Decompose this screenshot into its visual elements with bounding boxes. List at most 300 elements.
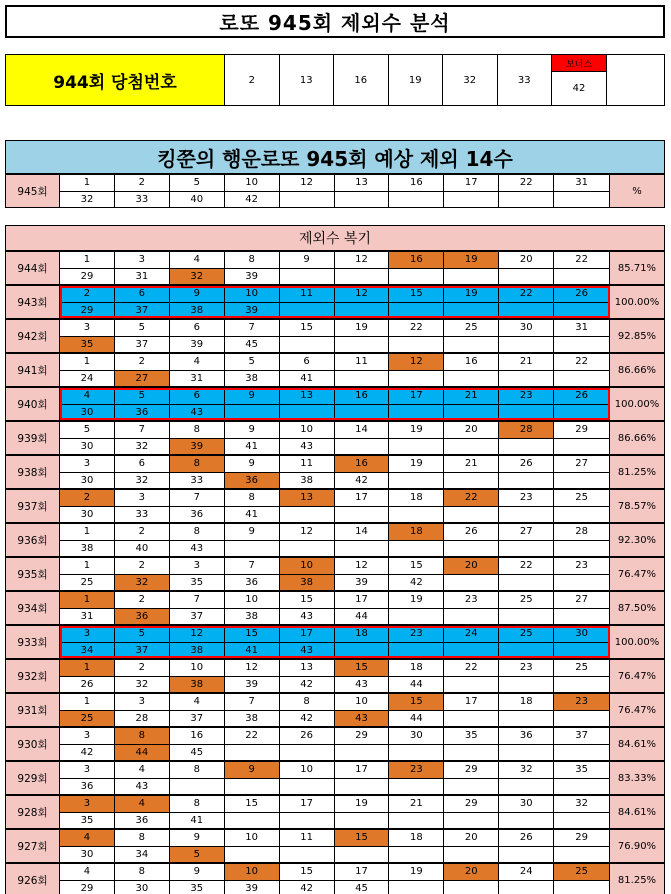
winning-number: 32 [443, 55, 498, 105]
number-cell [335, 192, 390, 208]
round-label: 932회 [6, 660, 60, 692]
number-cell: 43 [280, 439, 335, 455]
number-cell: 16 [389, 175, 444, 191]
number-cell [335, 269, 390, 285]
number-cell: 24 [499, 864, 554, 880]
number-cell [554, 507, 609, 523]
grid-row [60, 302, 609, 319]
number-cell: 2 [115, 354, 170, 370]
number-cell: 4 [60, 830, 115, 846]
number-cell [280, 337, 335, 353]
review-row [5, 591, 665, 625]
number-cell: 44 [389, 711, 444, 727]
number-cell: 35 [170, 881, 225, 894]
number-cell [499, 609, 554, 625]
number-cell: 26 [575, 390, 588, 402]
prediction-round: 945회 [6, 175, 60, 207]
number-cell: 22 [499, 175, 554, 191]
number-cell: 32 [170, 269, 225, 285]
number-cell: 1 [60, 175, 115, 191]
winning-number: 33 [498, 55, 553, 105]
number-cell: 10 [225, 592, 280, 608]
review-row [5, 387, 665, 421]
number-cell: 26 [575, 288, 588, 300]
number-cell: 12 [280, 524, 335, 540]
number-cell: 1 [60, 252, 115, 268]
number-cell: 2 [115, 175, 170, 191]
number-cell [444, 609, 499, 625]
number-cell [335, 439, 390, 455]
number-cell [389, 745, 444, 761]
number-cell: 31 [575, 177, 588, 189]
number-cell: 1 [60, 592, 115, 608]
number-cell: 25 [60, 575, 115, 591]
excluded-numbers-grid [60, 728, 610, 760]
number-cell: 28 [115, 711, 170, 727]
number-cell: 21 [444, 456, 499, 472]
number-cell: 7 [115, 422, 170, 438]
number-cell: 29 [575, 424, 588, 436]
number-cell: 18 [499, 694, 554, 710]
number-cell [554, 711, 609, 727]
number-cell [499, 405, 554, 421]
number-cell: 1 [60, 354, 115, 370]
number-cell [280, 847, 335, 863]
review-row [5, 285, 665, 319]
number-cell: 23 [444, 592, 499, 608]
number-cell [499, 847, 554, 863]
number-cell: 12 [225, 660, 280, 676]
number-cell: 3 [60, 762, 115, 778]
number-cell: 32 [499, 762, 554, 778]
number-cell [554, 192, 609, 208]
number-cell [444, 337, 499, 353]
number-cell: 13 [280, 388, 335, 404]
grid-row [60, 660, 609, 676]
number-cell: 1 [60, 558, 115, 574]
grid-row [60, 354, 609, 370]
number-cell: 8 [170, 762, 225, 778]
number-cell [444, 813, 499, 829]
number-cell [554, 337, 609, 353]
number-cell: 8 [170, 422, 225, 438]
number-cell [499, 745, 554, 761]
number-cell [444, 745, 499, 761]
round-label: 943회 [6, 286, 60, 318]
number-cell: 39 [170, 337, 225, 353]
number-cell: 19 [389, 864, 444, 880]
number-cell: 42 [280, 881, 335, 894]
number-cell: 22 [575, 356, 588, 368]
number-cell: 35 [60, 337, 115, 353]
number-cell: 33 [115, 192, 170, 208]
number-cell: 22 [499, 558, 554, 574]
number-cell: 34 [60, 643, 115, 659]
number-cell: 26 [499, 830, 554, 846]
number-cell: 9 [170, 830, 225, 846]
number-cell: 16 [335, 388, 390, 404]
number-cell [444, 779, 499, 795]
number-cell: 3 [115, 694, 170, 710]
number-cell: 21 [444, 388, 499, 404]
number-cell [170, 779, 225, 795]
number-cell: 30 [389, 728, 444, 744]
number-cell: 22 [444, 490, 499, 506]
grid-row [60, 286, 609, 302]
number-cell: 42 [280, 711, 335, 727]
number-cell: 24 [60, 371, 115, 387]
hit-rate: 92.85% [610, 320, 664, 352]
winning-number: 13 [280, 55, 335, 105]
number-cell [554, 779, 609, 795]
number-cell: 15 [225, 796, 280, 812]
number-cell [389, 473, 444, 489]
winning-number: 19 [389, 55, 444, 105]
round-label: 939회 [6, 422, 60, 454]
number-cell: 1 [60, 524, 115, 540]
number-cell [389, 269, 444, 285]
grid-row [60, 710, 609, 727]
number-cell: 41 [280, 371, 335, 387]
number-cell: 11 [280, 830, 335, 846]
number-cell: 35 [170, 575, 225, 591]
grid-row [60, 336, 609, 353]
number-cell: 18 [389, 490, 444, 506]
grid-row [60, 778, 609, 795]
number-cell: 9 [225, 762, 280, 778]
grid-row [60, 472, 609, 489]
number-cell: 7 [225, 694, 280, 710]
number-cell [554, 847, 609, 863]
number-cell: 36 [115, 609, 170, 625]
round-label: 944회 [6, 252, 60, 284]
number-cell: 8 [170, 456, 225, 472]
prediction-grid [60, 175, 610, 207]
number-cell: 15 [280, 592, 335, 608]
excluded-numbers-grid [60, 388, 610, 420]
number-cell: 16 [444, 354, 499, 370]
number-cell: 29 [335, 728, 390, 744]
number-cell [499, 507, 554, 523]
number-cell: 5 [170, 847, 225, 863]
round-label: 941회 [6, 354, 60, 386]
number-cell [554, 575, 609, 591]
number-cell [499, 371, 554, 387]
grid-row [60, 404, 609, 421]
grid-row [60, 438, 609, 455]
grid-row [60, 642, 609, 659]
number-cell: 43 [115, 779, 170, 795]
number-cell [389, 337, 444, 353]
number-cell: 42 [335, 473, 390, 489]
page-title: 로또 945회 제외수 분석 [5, 5, 665, 38]
prediction-grid-row [60, 175, 609, 191]
number-cell [280, 192, 335, 208]
number-cell: 17 [280, 796, 335, 812]
excluded-numbers-grid [60, 490, 610, 522]
number-cell: 24 [444, 626, 499, 642]
grid-row [60, 320, 609, 336]
hit-rate: 86.66% [610, 354, 664, 386]
number-cell: 6 [115, 456, 170, 472]
grid-row [60, 626, 609, 642]
number-cell: 41 [225, 439, 280, 455]
round-label: 933회 [6, 626, 60, 658]
number-cell: 27 [499, 524, 554, 540]
number-cell: 11 [280, 286, 335, 302]
number-cell: 36 [115, 405, 170, 421]
round-label: 926회 [6, 864, 60, 894]
grid-row [60, 540, 609, 557]
number-cell [554, 269, 609, 285]
number-cell: 17 [444, 175, 499, 191]
number-cell: 23 [389, 762, 444, 778]
number-cell [444, 303, 499, 319]
number-cell: 29 [60, 881, 115, 894]
number-cell: 29 [60, 269, 115, 285]
number-cell: 23 [499, 490, 554, 506]
number-cell [225, 405, 280, 421]
number-cell: 4 [115, 796, 170, 812]
review-row [5, 353, 665, 387]
grid-row [60, 830, 609, 846]
round-label: 931회 [6, 694, 60, 726]
number-cell: 20 [444, 558, 499, 574]
number-cell: 12 [335, 558, 390, 574]
review-row [5, 659, 665, 693]
hit-rate: 76.90% [610, 830, 664, 862]
number-cell: 31 [575, 322, 588, 334]
number-cell: 26 [280, 728, 335, 744]
number-cell: 4 [60, 388, 115, 404]
number-cell: 36 [170, 507, 225, 523]
number-cell: 40 [115, 541, 170, 557]
number-cell: 38 [60, 541, 115, 557]
number-cell [554, 813, 609, 829]
number-cell: 17 [280, 626, 335, 642]
review-row [5, 557, 665, 591]
number-cell: 25 [575, 662, 588, 674]
number-cell: 26 [499, 456, 554, 472]
number-cell: 32 [115, 677, 170, 693]
number-cell: 1 [60, 694, 115, 710]
number-cell: 32 [575, 798, 588, 810]
number-cell [225, 847, 280, 863]
prediction-row [5, 174, 665, 208]
number-cell [389, 192, 444, 208]
round-label: 940회 [6, 388, 60, 420]
grid-row [60, 846, 609, 863]
grid-row [60, 574, 609, 591]
number-cell: 30 [60, 847, 115, 863]
number-cell: 44 [115, 745, 170, 761]
number-cell: 30 [115, 881, 170, 894]
review-row [5, 693, 665, 727]
number-cell: 2 [115, 592, 170, 608]
number-cell: 42 [389, 575, 444, 591]
round-label: 930회 [6, 728, 60, 760]
number-cell [389, 609, 444, 625]
number-cell: 43 [335, 677, 390, 693]
number-cell [554, 541, 609, 557]
review-row [5, 523, 665, 557]
number-cell: 31 [60, 609, 115, 625]
number-cell [335, 303, 390, 319]
number-cell [444, 371, 499, 387]
number-cell: 23 [499, 388, 554, 404]
number-cell [389, 847, 444, 863]
grid-row [60, 744, 609, 761]
hit-rate: 84.61% [610, 796, 664, 828]
number-cell: 43 [335, 711, 390, 727]
number-cell [499, 677, 554, 693]
number-cell [335, 371, 390, 387]
number-cell: 23 [554, 694, 609, 710]
number-cell: 1 [60, 660, 115, 676]
number-cell: 29 [444, 796, 499, 812]
number-cell: 13 [280, 490, 335, 506]
number-cell: 10 [280, 762, 335, 778]
number-cell [444, 575, 499, 591]
number-cell [554, 371, 609, 387]
hit-rate: 92.30% [610, 524, 664, 556]
number-cell [335, 847, 390, 863]
number-cell: 25 [575, 492, 588, 504]
number-cell: 8 [280, 694, 335, 710]
number-cell: 35 [60, 813, 115, 829]
excluded-numbers-grid [60, 796, 610, 828]
hit-rate: 81.25% [610, 864, 664, 894]
number-cell: 41 [225, 507, 280, 523]
number-cell [444, 473, 499, 489]
number-cell: 20 [499, 252, 554, 268]
number-cell: 32 [60, 192, 115, 208]
number-cell: 38 [225, 711, 280, 727]
number-cell: 20 [444, 864, 499, 880]
number-cell: 19 [335, 320, 390, 336]
number-cell: 43 [280, 609, 335, 625]
number-cell: 15 [335, 660, 390, 676]
number-cell [499, 303, 554, 319]
number-cell [444, 439, 499, 455]
number-cell: 18 [389, 660, 444, 676]
number-cell: 18 [389, 524, 444, 540]
number-cell: 2 [115, 660, 170, 676]
number-cell [280, 813, 335, 829]
number-cell: 16 [335, 456, 390, 472]
number-cell: 38 [170, 303, 225, 319]
number-cell: 31 [170, 371, 225, 387]
number-cell: 36 [60, 779, 115, 795]
review-row [5, 625, 665, 659]
number-cell: 13 [335, 175, 390, 191]
number-cell: 41 [225, 643, 280, 659]
number-cell: 33 [170, 473, 225, 489]
number-cell [499, 881, 554, 894]
number-cell: 17 [335, 490, 390, 506]
round-label: 936회 [6, 524, 60, 556]
number-cell: 22 [225, 728, 280, 744]
number-cell: 38 [170, 643, 225, 659]
number-cell: 10 [170, 660, 225, 676]
number-cell [225, 745, 280, 761]
excluded-numbers-grid [60, 456, 610, 488]
number-cell [225, 813, 280, 829]
number-cell: 44 [335, 609, 390, 625]
bonus-label: 보너스 [552, 55, 606, 72]
excluded-numbers-grid [60, 524, 610, 556]
number-cell [335, 779, 390, 795]
hit-rate: 100.00% [610, 626, 664, 658]
bonus-number: 42 [572, 83, 586, 94]
hit-rate: 100.00% [610, 388, 664, 420]
number-cell: 39 [225, 303, 280, 319]
hit-rate: 85.71% [610, 252, 664, 284]
number-cell: 30 [60, 439, 115, 455]
number-cell: 3 [115, 252, 170, 268]
winning-number: 16 [334, 55, 389, 105]
prediction-grid-row [60, 191, 609, 208]
hit-rate: 81.25% [610, 456, 664, 488]
hit-rate: 78.57% [610, 490, 664, 522]
number-cell: 36 [225, 473, 280, 489]
number-cell [444, 541, 499, 557]
number-cell: 15 [389, 286, 444, 302]
number-cell [444, 192, 499, 208]
number-cell: 15 [280, 320, 335, 336]
number-cell [389, 507, 444, 523]
number-cell [389, 439, 444, 455]
number-cell [389, 881, 444, 894]
number-cell: 9 [225, 456, 280, 472]
excluded-numbers-grid [60, 354, 610, 386]
number-cell: 4 [60, 864, 115, 880]
number-cell [389, 371, 444, 387]
number-cell: 8 [115, 864, 170, 880]
number-cell: 5 [170, 175, 225, 191]
number-cell: 3 [60, 728, 115, 744]
number-cell: 27 [575, 594, 588, 606]
number-cell: 20 [444, 422, 499, 438]
number-cell: 45 [170, 745, 225, 761]
number-cell: 10 [225, 830, 280, 846]
number-cell [499, 779, 554, 795]
number-cell: 39 [225, 881, 280, 894]
excluded-numbers-grid [60, 694, 610, 726]
round-label: 928회 [6, 796, 60, 828]
number-cell: 14 [335, 524, 390, 540]
grid-row [60, 880, 609, 894]
number-cell: 25 [499, 592, 554, 608]
number-cell: 17 [335, 864, 390, 880]
number-cell [335, 643, 390, 659]
number-cell: 37 [115, 303, 170, 319]
number-cell: 12 [170, 626, 225, 642]
number-cell: 32 [115, 575, 170, 591]
empty-cell [607, 55, 664, 105]
number-cell: 31 [115, 269, 170, 285]
number-cell: 39 [335, 575, 390, 591]
number-cell: 17 [335, 592, 390, 608]
hit-rate: 83.33% [610, 762, 664, 794]
review-row [5, 761, 665, 795]
number-cell: 38 [170, 677, 225, 693]
number-cell [335, 745, 390, 761]
review-row [5, 455, 665, 489]
number-cell [554, 677, 609, 693]
number-cell: 35 [575, 764, 588, 776]
number-cell [225, 541, 280, 557]
